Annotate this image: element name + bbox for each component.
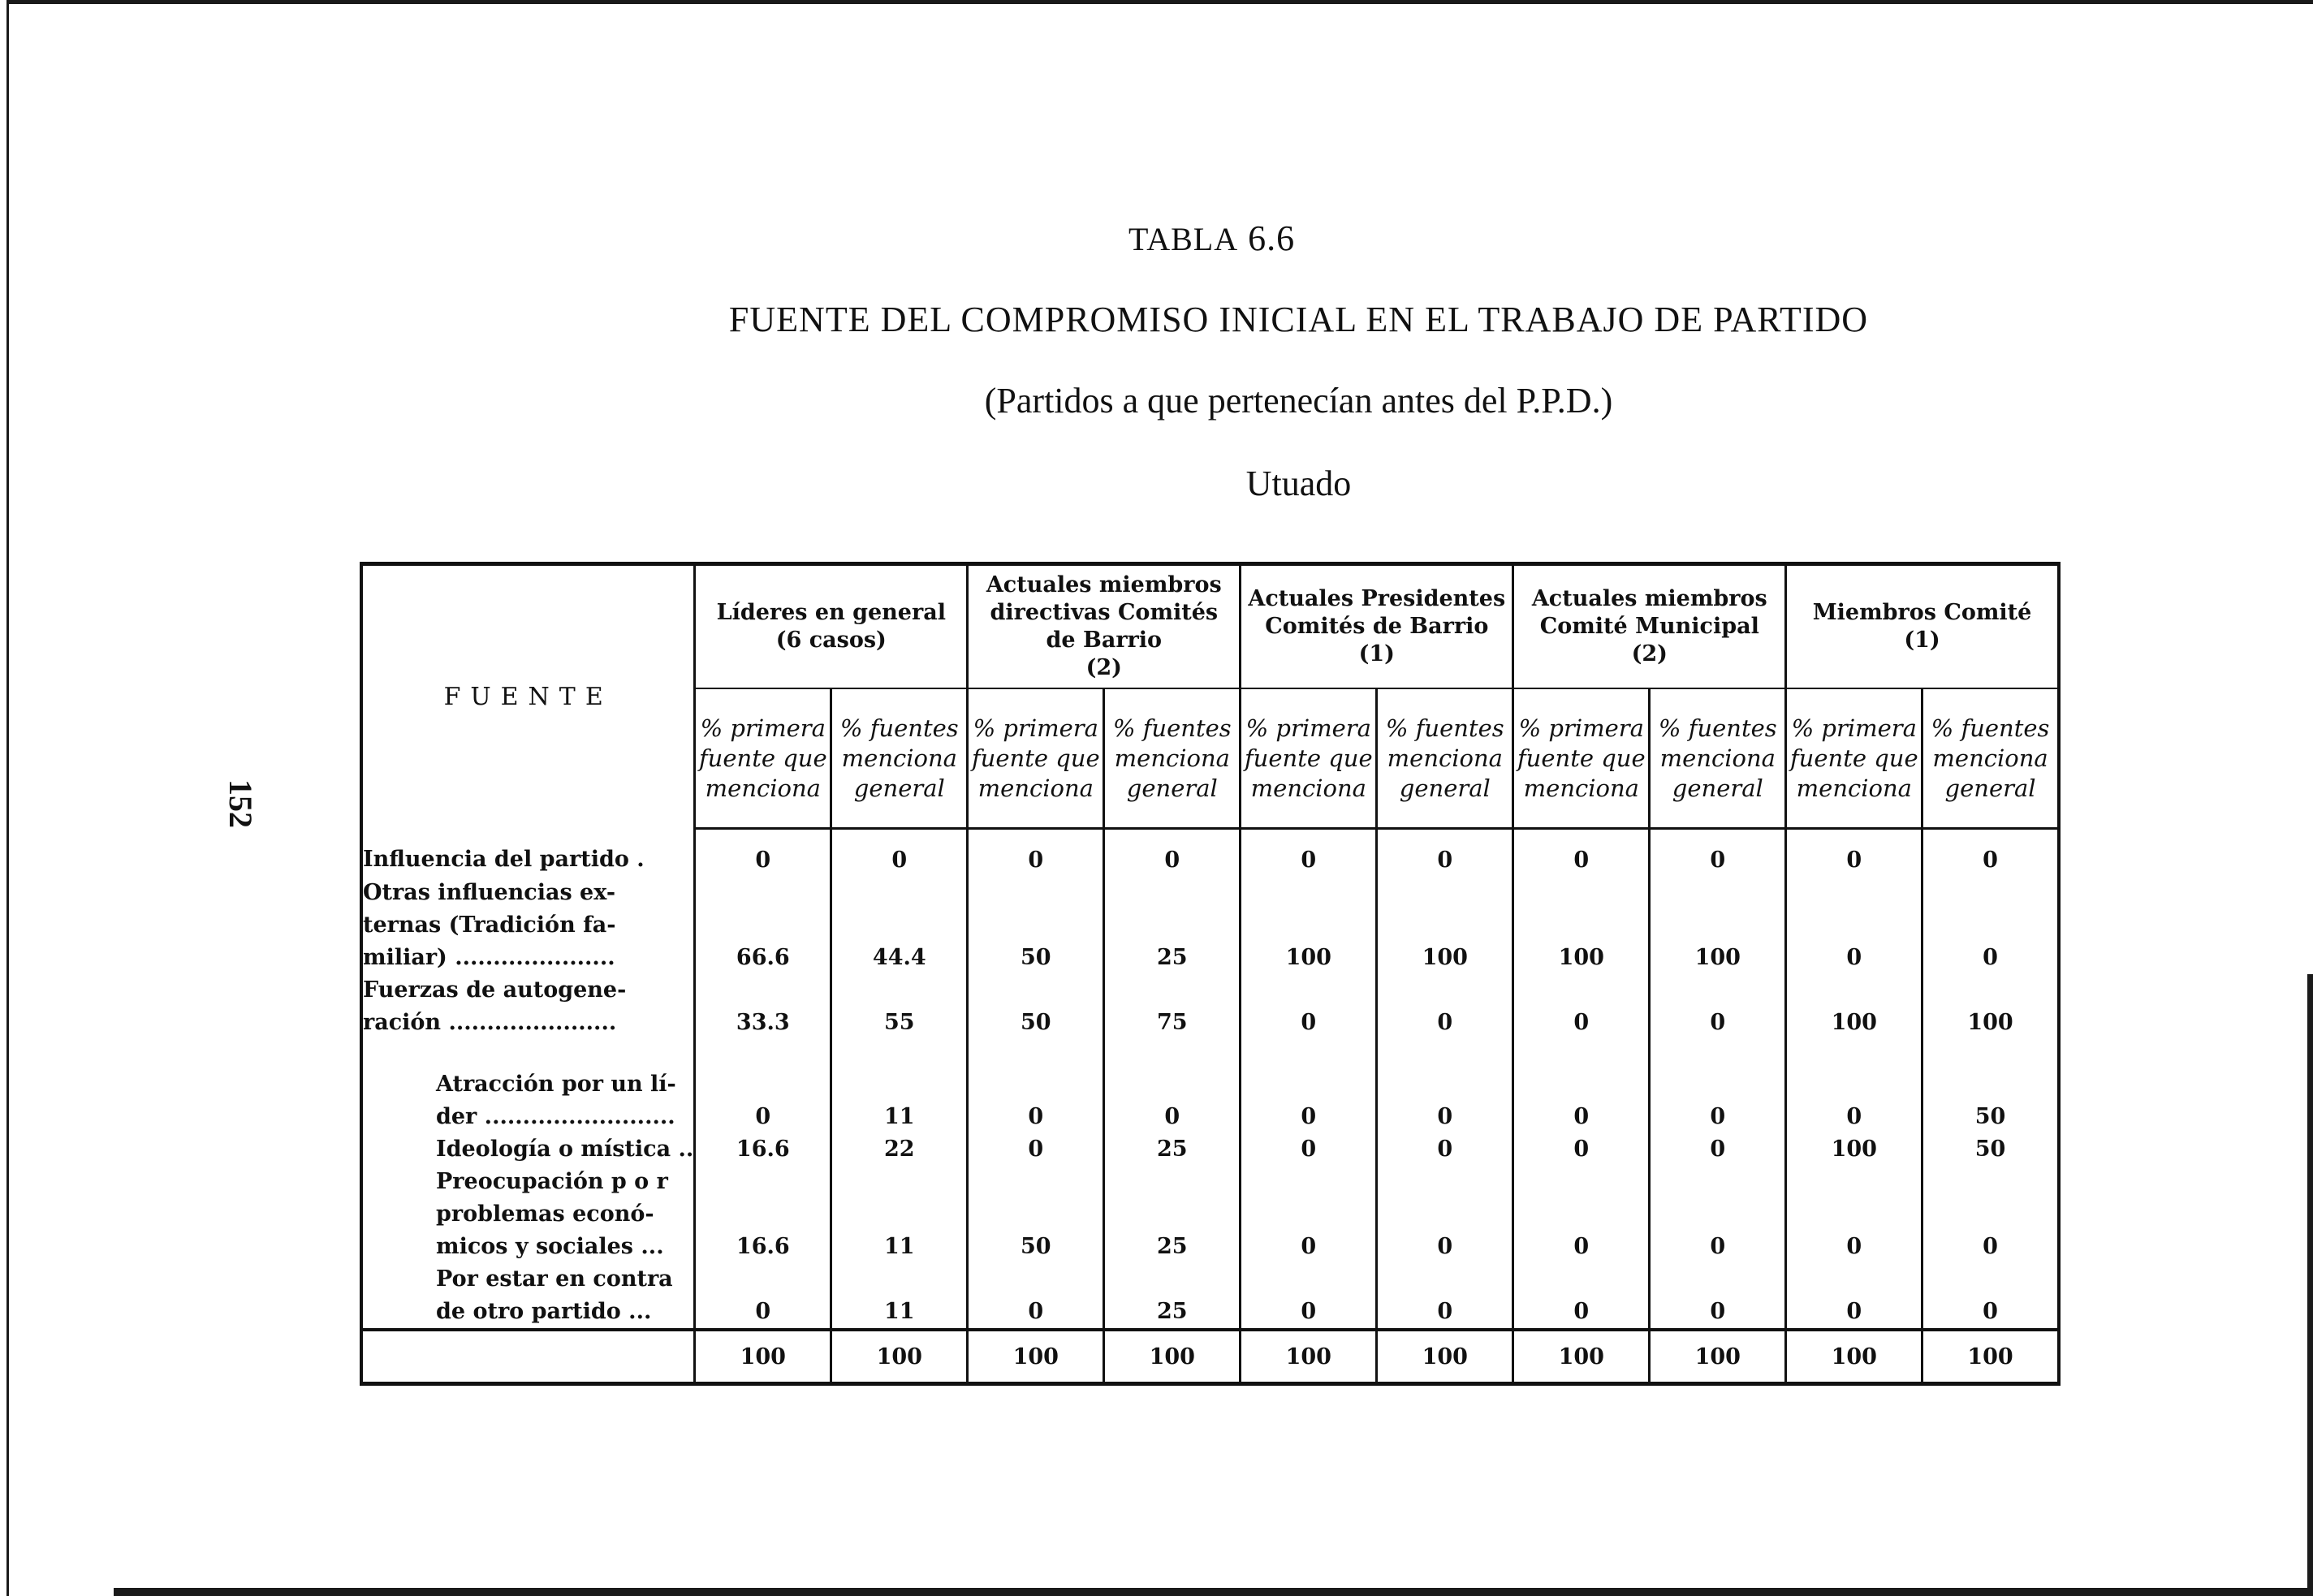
table-cell xyxy=(1513,877,1650,909)
table-cell: 25 xyxy=(1104,1231,1241,1263)
group-header-5 xyxy=(1786,564,2059,689)
table-row xyxy=(361,1007,2059,1039)
table-cell: 0 xyxy=(1513,829,1650,878)
table-cell: 0 xyxy=(1241,1133,1377,1166)
table-cell xyxy=(1513,1039,1650,1101)
table-cell: 0 xyxy=(1650,1101,1786,1133)
group-header-2 xyxy=(968,564,1241,689)
group-header-line: (1) xyxy=(1904,628,1940,653)
subheader-line: % primera xyxy=(1245,714,1371,742)
subheader-line: fuente que xyxy=(1517,744,1646,772)
table-cell xyxy=(1377,974,1513,1007)
subheader-line: general xyxy=(1944,774,2036,802)
totals-row xyxy=(361,1330,2059,1384)
table-cell xyxy=(695,1198,831,1231)
total-cell: 100 xyxy=(831,1330,968,1384)
table-cell xyxy=(831,1263,968,1296)
row-label-line: Influencia del partido . xyxy=(363,847,645,873)
table-cell: 50 xyxy=(1922,1133,2059,1166)
table-cell: 22 xyxy=(831,1133,968,1166)
table-row xyxy=(361,909,2059,942)
table-cell: 55 xyxy=(831,1007,968,1039)
table-cell: 100 xyxy=(1650,942,1786,974)
row-label-line: Preocupación p o r xyxy=(436,1169,668,1194)
data-table-container xyxy=(360,562,2061,1386)
table-cell xyxy=(968,1039,1104,1101)
table-cell xyxy=(1377,909,1513,942)
table-cell: 11 xyxy=(831,1231,968,1263)
table-cell: 50 xyxy=(968,1007,1104,1039)
table-cell: 0 xyxy=(1786,1101,1922,1133)
table-cell xyxy=(831,1039,968,1101)
table-row xyxy=(361,1133,2059,1166)
total-cell: 100 xyxy=(1241,1330,1377,1384)
subheader-primera-fuente xyxy=(1241,688,1377,829)
table-cell xyxy=(1650,1039,1786,1101)
table-cell xyxy=(1786,1198,1922,1231)
table-cell: 0 xyxy=(1786,1296,1922,1330)
total-cell: 100 xyxy=(1786,1330,1922,1384)
data-table xyxy=(360,562,2061,1386)
total-cell: 100 xyxy=(1650,1330,1786,1384)
total-cell: 100 xyxy=(1922,1330,2059,1384)
subheader-line: general xyxy=(853,774,945,802)
subheader-line: general xyxy=(1672,774,1763,802)
table-cell: 0 xyxy=(1377,1133,1513,1166)
table-cell: 0 xyxy=(1241,1296,1377,1330)
table-cell xyxy=(1104,1039,1241,1101)
row-label-line: der ......................... xyxy=(436,1104,675,1129)
group-header-row xyxy=(361,564,2059,689)
table-cell xyxy=(1377,877,1513,909)
table-cell: 0 xyxy=(968,1101,1104,1133)
group-header-line: (2) xyxy=(1631,641,1668,666)
table-cell xyxy=(695,877,831,909)
group-header-3 xyxy=(1241,564,1513,689)
table-cell: 25 xyxy=(1104,1133,1241,1166)
table-cell xyxy=(695,1263,831,1296)
table-cell: 0 xyxy=(968,829,1104,878)
subheader-line: menciona xyxy=(1523,774,1639,802)
table-cell xyxy=(695,1166,831,1198)
table-cell xyxy=(1650,1166,1786,1198)
subheader-line: fuente que xyxy=(1244,744,1373,772)
subheader-line: % primera xyxy=(700,714,826,742)
subheader-primera-fuente xyxy=(1513,688,1650,829)
table-cell xyxy=(968,909,1104,942)
table-cell: 0 xyxy=(1104,1101,1241,1133)
table-cell xyxy=(695,1039,831,1101)
group-header-line: (1) xyxy=(1358,641,1395,666)
table-cell: 0 xyxy=(1650,1231,1786,1263)
table-cell xyxy=(1513,1166,1650,1198)
group-header-line: de Barrio xyxy=(1046,628,1163,653)
table-cell xyxy=(1241,1166,1377,1198)
table-cell xyxy=(968,877,1104,909)
table-cell xyxy=(1650,877,1786,909)
table-row xyxy=(361,974,2059,1007)
subheader-line: menciona xyxy=(1796,774,1912,802)
table-row xyxy=(361,1231,2059,1263)
table-cell xyxy=(1786,1166,1922,1198)
subheader-line: menciona xyxy=(1250,774,1366,802)
table-cell xyxy=(1786,877,1922,909)
table-cell: 0 xyxy=(1922,1231,2059,1263)
table-cell xyxy=(1104,1198,1241,1231)
page-number: 152 xyxy=(222,779,259,828)
subheader-fuentes-general xyxy=(1922,688,2059,829)
table-cell: 0 xyxy=(968,1133,1104,1166)
table-cell xyxy=(831,909,968,942)
row-label-line: ración ...................... xyxy=(363,1010,617,1035)
table-cell xyxy=(1241,1198,1377,1231)
group-header-line: Comité Municipal xyxy=(1539,614,1759,639)
subheader-line: % fuentes xyxy=(839,714,959,742)
group-header-line: Actuales miembros xyxy=(986,572,1222,597)
total-cell: 100 xyxy=(968,1330,1104,1384)
table-cell: 0 xyxy=(1241,1101,1377,1133)
table-cell: 0 xyxy=(1650,1007,1786,1039)
table-cell xyxy=(1786,1263,1922,1296)
table-cell: 0 xyxy=(1377,829,1513,878)
table-cell: 11 xyxy=(831,1101,968,1133)
table-cell: 0 xyxy=(1377,1007,1513,1039)
row-label-line: miliar) ..................... xyxy=(363,945,615,970)
table-cell: 0 xyxy=(1513,1231,1650,1263)
table-cell: 75 xyxy=(1104,1007,1241,1039)
table-cell: 0 xyxy=(1241,1231,1377,1263)
table-cell xyxy=(1922,1039,2059,1101)
table-cell xyxy=(1650,1198,1786,1231)
row-label-line: Fuerzas de autogene- xyxy=(363,977,627,1003)
table-cell xyxy=(1241,877,1377,909)
subheader-fuentes-general xyxy=(1650,688,1786,829)
table-number xyxy=(1128,218,1372,259)
row-label-line: problemas econó- xyxy=(436,1201,654,1227)
row-label-line: Por estar en contra xyxy=(436,1266,673,1292)
subheader-line: % primera xyxy=(1518,714,1644,742)
table-cell xyxy=(1922,909,2059,942)
place-name: Utuado xyxy=(1245,464,1352,503)
table-cell: 0 xyxy=(1650,1296,1786,1330)
page-subtitle: (Partidos a que pertenecían antes del P.P.D.) xyxy=(984,381,1613,421)
row-label-line: Atracción por un lí- xyxy=(436,1072,676,1097)
table-row xyxy=(361,829,2059,878)
table-cell xyxy=(1922,1198,2059,1231)
table-cell: 0 xyxy=(1650,1133,1786,1166)
table-cell xyxy=(831,877,968,909)
table-cell xyxy=(1513,1263,1650,1296)
table-cell: 0 xyxy=(1513,1296,1650,1330)
table-cell: 50 xyxy=(968,942,1104,974)
table-cell xyxy=(1650,974,1786,1007)
table-cell: 100 xyxy=(1786,1007,1922,1039)
table-cell xyxy=(1377,1263,1513,1296)
subheader-line: menciona xyxy=(977,774,1094,802)
table-cell xyxy=(1513,909,1650,942)
table-number-prefix: TABLA xyxy=(1128,221,1239,257)
table-cell: 0 xyxy=(1241,829,1377,878)
table-cell: 66.6 xyxy=(695,942,831,974)
total-cell: 100 xyxy=(1513,1330,1650,1384)
subheader-primera-fuente xyxy=(1786,688,1922,829)
table-cell: 0 xyxy=(695,829,831,878)
table-cell: 0 xyxy=(968,1296,1104,1330)
table-cell: 16.6 xyxy=(695,1133,831,1166)
row-header: FUENTE xyxy=(443,682,613,711)
table-cell: 25 xyxy=(1104,1296,1241,1330)
table-cell xyxy=(968,1263,1104,1296)
table-row xyxy=(361,1101,2059,1133)
table-cell: 0 xyxy=(1922,829,2059,878)
subheader-line: fuente que xyxy=(1789,744,1918,772)
subheader-line: % fuentes xyxy=(1658,714,1777,742)
table-cell xyxy=(968,1166,1104,1198)
group-header-line: Actuales Presidentes xyxy=(1248,586,1506,611)
table-cell: 0 xyxy=(1377,1296,1513,1330)
table-cell: 50 xyxy=(968,1231,1104,1263)
subheader-fuentes-general xyxy=(831,688,968,829)
table-cell: 0 xyxy=(1786,829,1922,878)
table-cell xyxy=(1922,1166,2059,1198)
total-cell: 100 xyxy=(695,1330,831,1384)
table-cell xyxy=(695,974,831,1007)
table-cell: 11 xyxy=(831,1296,968,1330)
subheader-line: general xyxy=(1126,774,1218,802)
table-cell: 0 xyxy=(1377,1101,1513,1133)
table-cell: 0 xyxy=(1786,942,1922,974)
subheader-line: % primera xyxy=(1791,714,1917,742)
group-header-line: directivas Comités xyxy=(990,600,1219,625)
table-row xyxy=(361,1166,2059,1198)
table-cell xyxy=(968,1198,1104,1231)
subheader-line: fuente que xyxy=(698,744,827,772)
subheader-primera-fuente xyxy=(968,688,1104,829)
table-cell xyxy=(1241,1263,1377,1296)
group-header-line: Actuales miembros xyxy=(1531,586,1767,611)
subheader-fuentes-general xyxy=(1104,688,1241,829)
group-header-line: (6 casos) xyxy=(775,628,887,653)
subheader-line: % primera xyxy=(973,714,1098,742)
table-cell xyxy=(1104,1263,1241,1296)
table-cell xyxy=(1104,1166,1241,1198)
table-cell: 100 xyxy=(1922,1007,2059,1039)
table-cell: 16.6 xyxy=(695,1231,831,1263)
table-row xyxy=(361,1039,2059,1101)
table-cell: 100 xyxy=(1377,942,1513,974)
table-cell xyxy=(831,974,968,1007)
page-border-bottom xyxy=(114,1588,2313,1596)
group-header-1 xyxy=(695,564,968,689)
row-label-line: de otro partido ... xyxy=(436,1299,652,1324)
row-label-line: micos y sociales ... xyxy=(436,1234,664,1259)
table-cell: 0 xyxy=(1650,829,1786,878)
table-cell xyxy=(1241,1039,1377,1101)
page-border-top xyxy=(8,0,2313,4)
table-cell xyxy=(1786,974,1922,1007)
total-cell: 100 xyxy=(1377,1330,1513,1384)
table-cell: 0 xyxy=(1104,829,1241,878)
table-cell: 0 xyxy=(1922,1296,2059,1330)
subheader-line: % fuentes xyxy=(1385,714,1504,742)
table-cell xyxy=(1377,1198,1513,1231)
table-row xyxy=(361,1296,2059,1330)
subheader-primera-fuente xyxy=(695,688,831,829)
table-cell: 25 xyxy=(1104,942,1241,974)
subheader-line: menciona xyxy=(1114,744,1230,772)
table-cell: 0 xyxy=(1377,1231,1513,1263)
group-header-line: Líderes en general xyxy=(716,600,946,625)
table-cell: 44.4 xyxy=(831,942,968,974)
table-cell: 0 xyxy=(1513,1007,1650,1039)
page-border-right xyxy=(2307,974,2313,1596)
table-cell xyxy=(1377,1039,1513,1101)
table-cell xyxy=(1922,877,2059,909)
table-cell xyxy=(1650,1263,1786,1296)
table-cell: 100 xyxy=(1513,942,1650,974)
group-header-line: Comités de Barrio xyxy=(1265,614,1489,639)
group-header-line: (2) xyxy=(1085,655,1122,680)
subheader-line: menciona xyxy=(1932,744,2048,772)
group-header-line: Miembros Comité xyxy=(1812,600,2032,625)
table-cell: 100 xyxy=(1786,1133,1922,1166)
subheader-line: general xyxy=(1399,774,1491,802)
table-cell: 33.3 xyxy=(695,1007,831,1039)
table-cell: 0 xyxy=(1922,942,2059,974)
table-cell: 0 xyxy=(695,1296,831,1330)
table-cell xyxy=(1104,974,1241,1007)
table-cell xyxy=(1786,1039,1922,1101)
subheader-line: % fuentes xyxy=(1931,714,2050,742)
table-cell xyxy=(1513,974,1650,1007)
table-cell: 50 xyxy=(1922,1101,2059,1133)
table-number-value: 6.6 xyxy=(1248,218,1296,258)
table-cell: 0 xyxy=(831,829,968,878)
table-cell: 0 xyxy=(1513,1133,1650,1166)
table-cell xyxy=(831,1198,968,1231)
table-body xyxy=(361,829,2059,1384)
subheader-line: fuente que xyxy=(971,744,1100,772)
table-cell: 0 xyxy=(1786,1231,1922,1263)
table-cell xyxy=(831,1166,968,1198)
totals-label-blank xyxy=(361,1330,695,1384)
page-title: FUENTE DEL COMPROMISO INICIAL EN EL TRABAJO DE PARTIDO xyxy=(728,300,1869,339)
table-cell xyxy=(1241,909,1377,942)
table-cell xyxy=(1922,974,2059,1007)
table-cell xyxy=(1513,1198,1650,1231)
table-cell xyxy=(968,974,1104,1007)
table-row xyxy=(361,1198,2059,1231)
table-cell xyxy=(1650,909,1786,942)
row-label-line: ternas (Tradición fa- xyxy=(363,912,616,938)
subheader-line: menciona xyxy=(1387,744,1503,772)
subheader-line: menciona xyxy=(705,774,821,802)
table-cell: 0 xyxy=(1513,1101,1650,1133)
table-cell: 100 xyxy=(1241,942,1377,974)
subheader-line: menciona xyxy=(1659,744,1776,772)
table-cell: 0 xyxy=(695,1101,831,1133)
subheader-line: menciona xyxy=(841,744,957,772)
table-cell xyxy=(695,909,831,942)
table-cell xyxy=(1241,974,1377,1007)
row-label-line: Ideología o mística .. xyxy=(436,1137,694,1162)
subheader-fuentes-general xyxy=(1377,688,1513,829)
row-label-line: Otras influencias ex- xyxy=(363,880,616,905)
table-row xyxy=(361,877,2059,909)
table-cell: 0 xyxy=(1241,1007,1377,1039)
table-cell xyxy=(1922,1263,2059,1296)
table-cell xyxy=(1104,909,1241,942)
table-row xyxy=(361,942,2059,974)
table-cell xyxy=(1377,1166,1513,1198)
subheader-line: % fuentes xyxy=(1112,714,1232,742)
table-cell xyxy=(1104,877,1241,909)
total-cell: 100 xyxy=(1104,1330,1241,1384)
table-cell xyxy=(1786,909,1922,942)
group-header-4 xyxy=(1513,564,1786,689)
page-border-left xyxy=(6,0,9,1596)
table-row xyxy=(361,1263,2059,1296)
